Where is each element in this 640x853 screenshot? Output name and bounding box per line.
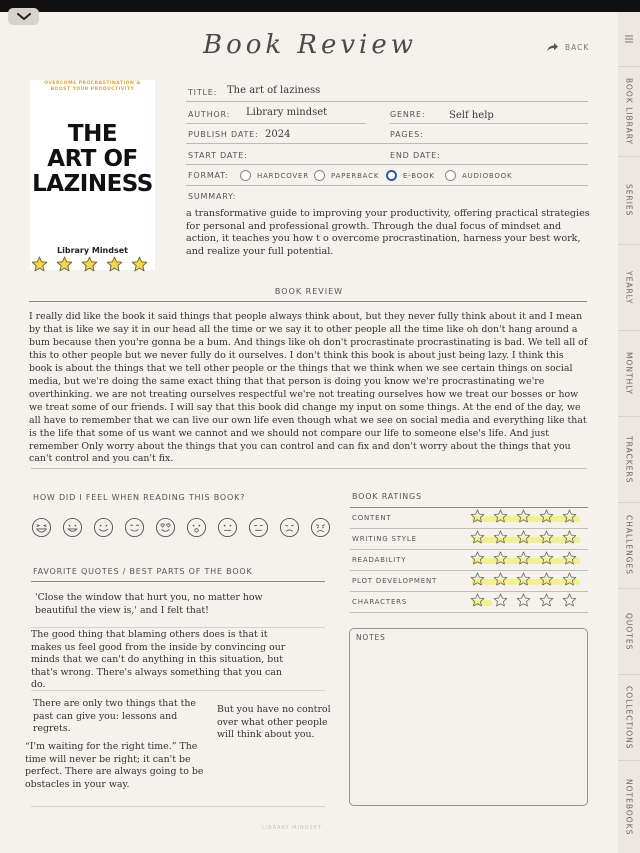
rating-label: WRITING STYLE	[352, 535, 417, 543]
star-icon[interactable]	[470, 572, 485, 586]
content-face-icon[interactable]	[124, 517, 145, 538]
publish-date-label: PUBLISH DATE:	[188, 130, 259, 139]
summary-label: SUMMARY:	[188, 192, 237, 201]
tab-label: CHALLENGES	[624, 515, 634, 576]
format-paperback-radio[interactable]	[314, 170, 379, 181]
cover-title	[30, 122, 155, 197]
star-icon[interactable]	[470, 593, 485, 607]
tab-label: SERIES	[624, 184, 634, 217]
star-icon[interactable]	[493, 593, 508, 607]
menu-tab[interactable]	[618, 12, 640, 66]
in-love-face-icon[interactable]	[155, 517, 176, 538]
grinning-face-icon[interactable]	[93, 517, 114, 538]
title-value: The art of laziness	[227, 85, 321, 96]
laughing-face-icon[interactable]	[31, 517, 52, 538]
back-label: BACK	[565, 42, 590, 52]
format-option-label: AUDIOBOOK	[462, 171, 513, 180]
star-icon[interactable]	[562, 530, 577, 544]
feelings-heading: HOW DID I FEEL WHEN READING THIS BOOK?	[33, 493, 246, 502]
divider	[31, 627, 325, 628]
dates-row	[186, 144, 588, 165]
format-row	[186, 165, 588, 186]
divider	[29, 301, 587, 302]
tab-label: TRACKERS	[624, 435, 634, 484]
rating-label: READABILITY	[352, 556, 407, 564]
rating-stars	[470, 509, 577, 523]
star-icon[interactable]	[539, 572, 554, 586]
star-icon[interactable]	[539, 530, 554, 544]
radio-circle	[314, 170, 325, 181]
rating-row	[350, 550, 588, 571]
star-icon[interactable]	[470, 530, 485, 544]
rating-row	[350, 529, 588, 550]
star-icon[interactable]	[31, 256, 48, 272]
publish-date-value[interactable]: 2024	[265, 129, 291, 140]
tab-monthly[interactable]	[618, 330, 640, 416]
title-label: TITLE:	[188, 88, 218, 97]
quote-2[interactable]: The good thing that blaming others does is that it makes us feel good from the inside by convincing our minds that we can't do anything in this situation, but that's wrong. There's always something that you can do.	[31, 629, 286, 691]
star-icon[interactable]	[493, 530, 508, 544]
star-icon[interactable]	[562, 551, 577, 565]
star-icon[interactable]	[516, 593, 531, 607]
rating-row	[350, 571, 588, 592]
share-arrow-icon	[546, 42, 559, 52]
cover-tagline	[30, 80, 155, 93]
rating-label: CONTENT	[352, 514, 392, 522]
cover-title-3: LAZINESS	[32, 171, 153, 197]
rating-label: CHARACTERS	[352, 598, 408, 606]
star-icon[interactable]	[81, 256, 98, 272]
radio-circle	[240, 170, 251, 181]
status-bar	[0, 0, 640, 12]
pages-label: PAGES:	[390, 130, 424, 139]
star-icon[interactable]	[470, 551, 485, 565]
cover-tagline-1: OVERCOME PROCRASTINATION &	[44, 81, 141, 86]
rating-stars	[470, 530, 577, 544]
quote-5[interactable]: “I'm waiting for the right time.” The time will never be right; it can't be perfect. There are always going to be obstacles in your way.	[25, 741, 204, 790]
end-date-label: END DATE:	[390, 151, 441, 160]
star-icon[interactable]	[562, 572, 577, 586]
notes-box[interactable]	[349, 628, 588, 806]
quotes-heading: FAVORITE QUOTES / BEST PARTS OF THE BOOK	[33, 567, 253, 576]
feelings-emoji-row	[31, 517, 331, 538]
star-icon[interactable]	[131, 256, 148, 272]
cover-title-1: THE	[67, 121, 118, 147]
cover-author: Library Mindset	[57, 246, 128, 255]
star-icon[interactable]	[493, 509, 508, 523]
star-icon[interactable]	[539, 593, 554, 607]
tab-label: NOTEBOOKS	[624, 778, 634, 836]
sad-face-icon[interactable]	[279, 517, 300, 538]
star-icon[interactable]	[562, 593, 577, 607]
rating-label: PLOT DEVELOPMENT	[352, 577, 438, 585]
star-icon[interactable]	[493, 551, 508, 565]
tab-label: COLLECTIONS	[624, 685, 634, 750]
collapse-button[interactable]	[8, 8, 39, 25]
star-icon[interactable]	[539, 551, 554, 565]
genre-label: GENRE:	[390, 110, 426, 119]
rating-row	[350, 592, 588, 613]
genre-value[interactable]: Self help	[449, 110, 494, 121]
format-ebook-radio[interactable]	[386, 170, 435, 181]
tab-collections[interactable]	[618, 674, 640, 760]
format-option-label: E-BOOK	[403, 171, 435, 180]
back-button[interactable]	[546, 42, 589, 52]
tab-book-library[interactable]	[618, 66, 640, 156]
star-icon[interactable]	[56, 256, 73, 272]
summary-text[interactable]: a transformative guide to improving your productivity, offering practical strategies for personal and professional growth. Through the dual focus of mindset and action, it teaches you how t o overcome procrastination, harness your best work, and realize your full potential.	[186, 208, 590, 257]
rating-stars	[470, 572, 577, 586]
star-icon[interactable]	[470, 509, 485, 523]
format-hardcover-radio[interactable]	[240, 170, 309, 181]
title-field[interactable]	[186, 81, 588, 102]
book-cover[interactable]	[30, 80, 155, 270]
radio-circle	[445, 170, 456, 181]
divider	[31, 581, 325, 582]
tab-quotes[interactable]	[618, 588, 640, 674]
author-label: AUTHOR:	[188, 110, 231, 119]
format-audiobook-radio[interactable]	[445, 170, 512, 181]
star-icon[interactable]	[562, 509, 577, 523]
format-label: FORMAT:	[188, 171, 229, 180]
author-genre-row	[186, 102, 588, 123]
tab-label: BOOK LIBRARY	[624, 77, 634, 145]
cover-star-rating[interactable]	[31, 256, 148, 272]
page-title: Book Review	[202, 30, 418, 60]
star-icon[interactable]	[516, 509, 531, 523]
radio-circle-selected	[386, 170, 397, 181]
expressionless-face-icon[interactable]	[248, 517, 269, 538]
divider	[31, 806, 325, 807]
review-heading: BOOK REVIEW	[274, 287, 344, 296]
tab-label: YEARLY	[624, 270, 634, 305]
notes-label: NOTES	[356, 633, 386, 642]
ratings-heading: BOOK RATINGS	[352, 492, 422, 501]
tab-challenges[interactable]	[618, 502, 640, 588]
rating-stars	[470, 593, 577, 607]
quote-4[interactable]: But you have no control over what other people will think about you.	[217, 704, 331, 741]
side-tab-bar	[618, 12, 640, 853]
happy-face-icon[interactable]	[62, 517, 83, 538]
star-icon[interactable]	[516, 572, 531, 586]
tab-label: MONTHLY	[624, 352, 634, 395]
review-text[interactable]: I really did like the book it said things that people always think about, but they never fully think about it and I mean by that is like we say it in our head all the time or we say it to other people all the time like oh don't hang around a bum because then you're gonna be a bum. And things like oh don't procrastinate procrastinating is bad. We tell all of this to other people but we never fully do it ourselves. I don't think this book is about just being lazy. I think this book is about the things that we tell other people or the things that we think when we see certain things on social media, but we're doing the same exact thing that that person is doing you know we're procrastinating we're overthinking. we are not treating ourselves respectful we're not treating ourselves how we treat our bosses or how we treat some of our friends. I will say that this book did change my input on some things. At the end of the day, we all have to remember that we can live our own life even though what we see on social media and everything like that is the life that some of us want we cannot and we should not compare our life to someone else's life. And just remember Only worry about the things that you can control and can fix and don't worry about the things that you can't control and you can't fix.	[29, 311, 588, 465]
rating-stars	[470, 551, 577, 565]
tab-notebooks[interactable]	[618, 760, 640, 853]
star-icon[interactable]	[106, 256, 123, 272]
tab-label: QUOTES	[624, 612, 634, 651]
start-date-label: START DATE:	[188, 151, 248, 160]
divider	[31, 468, 587, 469]
rating-row	[350, 508, 588, 529]
menu-icon	[625, 35, 633, 43]
format-option-label: PAPERBACK	[331, 171, 380, 180]
cover-title-2: ART OF	[47, 146, 138, 172]
chevron-down-icon	[17, 13, 31, 21]
star-icon[interactable]	[539, 509, 554, 523]
surprised-face-icon[interactable]	[186, 517, 207, 538]
star-icon[interactable]	[493, 572, 508, 586]
tab-yearly[interactable]	[618, 244, 640, 330]
format-option-label: HARDCOVER	[257, 171, 309, 180]
author-value[interactable]: Library mindset	[246, 107, 328, 118]
cover-tagline-2: BOOST YOUR PRODUCTIVITY	[50, 87, 135, 92]
footer-brand: LIBRARY MINDSET	[262, 825, 322, 831]
tab-trackers[interactable]	[618, 416, 640, 502]
tab-series[interactable]	[618, 156, 640, 244]
quote-1[interactable]: 'Close the window that hurt you, no matter how beautiful the view is,' and I felt that!	[35, 592, 263, 616]
star-icon[interactable]	[516, 530, 531, 544]
star-icon[interactable]	[516, 551, 531, 565]
publish-pages-row	[186, 123, 588, 144]
angry-face-icon[interactable]	[310, 517, 331, 538]
quote-3[interactable]: There are only two things that the past can give you: lessons and regrets.	[33, 698, 196, 735]
neutral-face-icon[interactable]	[217, 517, 238, 538]
